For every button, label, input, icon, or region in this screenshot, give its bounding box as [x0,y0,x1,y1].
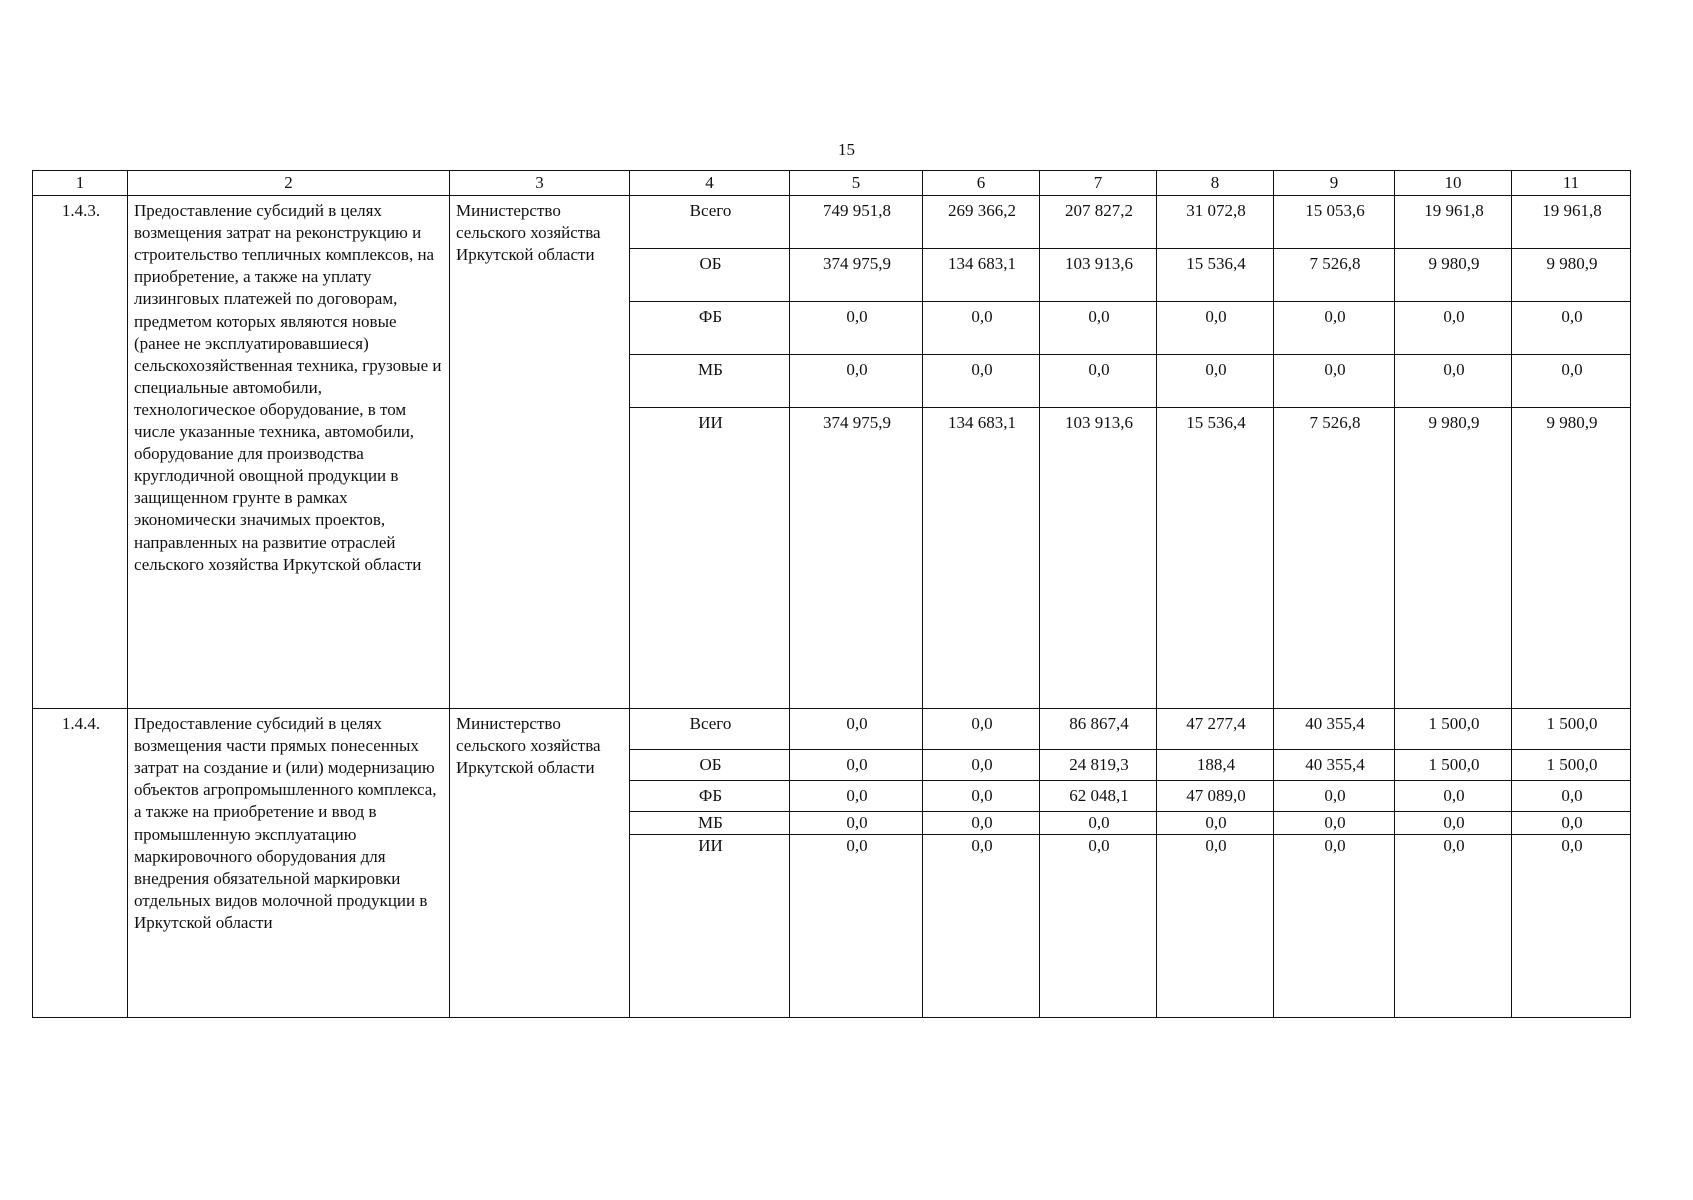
value-cell: 9 980,9 [1512,249,1631,302]
budget-table [32,170,1631,1018]
value-cell: 15 536,4 [1157,249,1274,302]
value-cell: 0,0 [923,709,1040,750]
value-cell: 1 500,0 [1395,709,1512,750]
value-cell: 9 980,9 [1395,249,1512,302]
row-code: 1.4.4. [33,709,128,1018]
funding-source: ФБ [630,302,790,355]
page-number: 15 [838,140,855,159]
value-cell: 86 867,4 [1040,709,1157,750]
value-cell: 7 526,8 [1274,249,1395,302]
value-cell: 40 355,4 [1274,709,1395,750]
value-cell: 0,0 [1040,812,1157,835]
value-cell: 0,0 [790,302,923,355]
funding-source: ОБ [630,249,790,302]
value-cell: 0,0 [790,709,923,750]
value-cell: 0,0 [1395,302,1512,355]
value-cell: 749 951,8 [790,196,923,249]
column-header: 9 [1274,171,1395,196]
column-header: 7 [1040,171,1157,196]
value-cell: 47 089,0 [1157,781,1274,812]
column-header: 8 [1157,171,1274,196]
funding-source: ИИ [630,835,790,1018]
value-cell: 0,0 [790,781,923,812]
value-cell: 269 366,2 [923,196,1040,249]
value-cell: 0,0 [923,781,1040,812]
value-cell: 19 961,8 [1512,196,1631,249]
value-cell: 0,0 [790,835,923,1018]
value-cell: 0,0 [1395,812,1512,835]
value-cell: 374 975,9 [790,249,923,302]
value-cell: 0,0 [1395,835,1512,1018]
funding-source: ИИ [630,408,790,709]
funding-source: Всего [630,709,790,750]
column-header: 3 [450,171,630,196]
row-description: Предоставление субсидий в целях возмещения части прямых понесенных затрат на создание и (или) модернизацию объектов агропромышленного комплекса, а также на приобретение и ввод в промышленную эксплуатацию маркировочного оборудования для внедрения обязательной маркировки отдельных видов молочной продукции в Иркутской области [128,709,450,1018]
value-cell: 0,0 [1157,302,1274,355]
value-cell: 19 961,8 [1395,196,1512,249]
value-cell: 15 536,4 [1157,408,1274,709]
value-cell: 0,0 [790,355,923,408]
value-cell: 1 500,0 [1512,709,1631,750]
value-cell: 134 683,1 [923,249,1040,302]
column-header: 6 [923,171,1040,196]
value-cell: 0,0 [1157,355,1274,408]
value-cell: 31 072,8 [1157,196,1274,249]
table-row [33,709,1631,750]
table-row [33,196,1631,249]
column-header: 2 [128,171,450,196]
value-cell: 188,4 [1157,750,1274,781]
value-cell: 0,0 [1274,355,1395,408]
value-cell: 0,0 [1040,355,1157,408]
row-code: 1.4.3. [33,196,128,709]
value-cell: 0,0 [1512,835,1631,1018]
value-cell: 0,0 [1157,812,1274,835]
value-cell: 0,0 [923,355,1040,408]
value-cell: 15 053,6 [1274,196,1395,249]
funding-source: ОБ [630,750,790,781]
funding-source: МБ [630,355,790,408]
header-row [33,171,1631,196]
row-description: Предоставление субсидий в целях возмещения затрат на реконструкцию и строительство тепличных комплексов, на приобретение, а также на уплату лизинговых платежей по договорам, предметом которых являются новые (ранее не эксплуатировавшиеся) сельскохозяйственная техника, грузовые и специальные автомобили, технологическое оборудование, в том числе указанные техника, автомобили, оборудование для производства круглодичной овощной продукции в защищенном грунте в рамках экономически значимых проектов, направленных на развитие отраслей сельского хозяйства Иркутской области [128,196,450,709]
value-cell: 0,0 [1395,781,1512,812]
funding-source: МБ [630,812,790,835]
value-cell: 207 827,2 [1040,196,1157,249]
value-cell: 7 526,8 [1274,408,1395,709]
value-cell: 374 975,9 [790,408,923,709]
row-organization: Министерство сельского хозяйства Иркутской области [450,709,630,1018]
value-cell: 0,0 [1395,355,1512,408]
value-cell: 1 500,0 [1512,750,1631,781]
value-cell: 0,0 [923,750,1040,781]
value-cell: 134 683,1 [923,408,1040,709]
value-cell: 0,0 [1157,835,1274,1018]
column-header: 5 [790,171,923,196]
value-cell: 0,0 [1512,781,1631,812]
column-header: 4 [630,171,790,196]
value-cell: 0,0 [1274,812,1395,835]
value-cell: 103 913,6 [1040,249,1157,302]
value-cell: 0,0 [923,302,1040,355]
value-cell: 0,0 [1512,355,1631,408]
row-organization: Министерство сельского хозяйства Иркутской области [450,196,630,709]
value-cell: 9 980,9 [1512,408,1631,709]
value-cell: 0,0 [923,812,1040,835]
value-cell: 0,0 [923,835,1040,1018]
value-cell: 0,0 [790,750,923,781]
value-cell: 0,0 [790,812,923,835]
value-cell: 103 913,6 [1040,408,1157,709]
value-cell: 0,0 [1274,302,1395,355]
value-cell: 0,0 [1274,835,1395,1018]
value-cell: 0,0 [1274,781,1395,812]
value-cell: 62 048,1 [1040,781,1157,812]
value-cell: 0,0 [1040,835,1157,1018]
value-cell: 0,0 [1512,812,1631,835]
value-cell: 40 355,4 [1274,750,1395,781]
value-cell: 1 500,0 [1395,750,1512,781]
value-cell: 24 819,3 [1040,750,1157,781]
column-header: 11 [1512,171,1631,196]
value-cell: 0,0 [1512,302,1631,355]
column-header: 10 [1395,171,1512,196]
value-cell: 47 277,4 [1157,709,1274,750]
column-header: 1 [33,171,128,196]
value-cell: 9 980,9 [1395,408,1512,709]
funding-source: Всего [630,196,790,249]
value-cell: 0,0 [1040,302,1157,355]
funding-source: ФБ [630,781,790,812]
